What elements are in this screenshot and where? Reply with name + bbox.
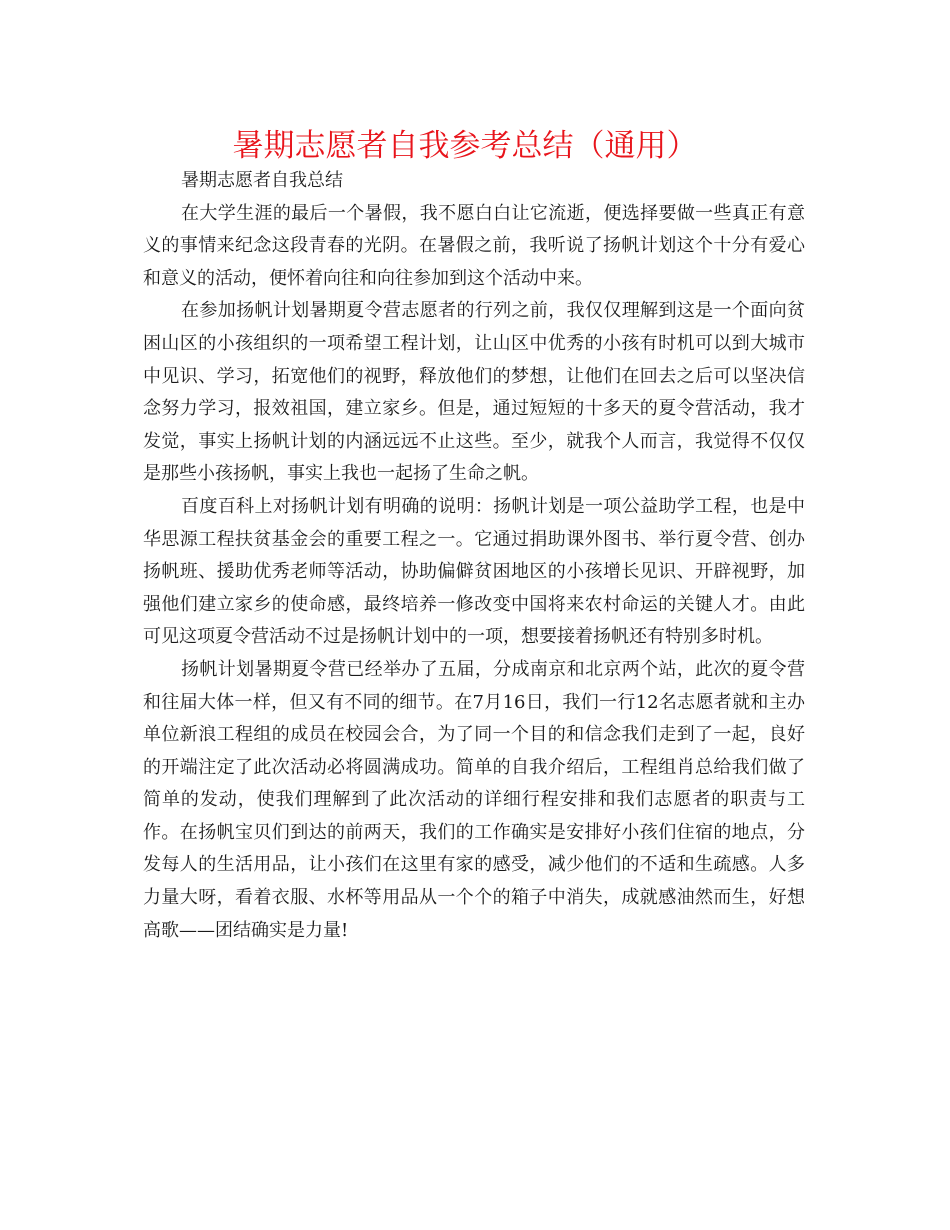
paragraph-3: 百度百科上对扬帆计划有明确的说明：扬帆计划是一项公益助学工程，也是中华思源工程扶贫基金会的重要工程之一。它通过捐助课外图书、举行夏令营、创办扬帆班、援助优秀老师等活动，协助偏僻贫困地区的小孩增长见识、开辟视野，加强他们建立家乡的使命感，最终培养一修改变中国将来农村命运的关键人才。由此可见这项夏令营活动不过是扬帆计划中的一项，想要接着扬帆还有特别多时机。 [143, 495, 805, 648]
paragraph-1: 在大学生涯的最后一个暑假，我不愿白白让它流逝，便选择要做一些真正有意义的事情来纪念这段青春的光阴。在暑假之前，我听说了扬帆计划这个十分有爱心和意义的活动，便怀着向往和向往参加到这个活动中来。 [143, 202, 805, 289]
document-title: 暑期志愿者自我参考总结（通用） [232, 128, 698, 164]
paragraph-4: 扬帆计划暑期夏令营已经举办了五届，分成南京和北京两个站，此次的夏令营和往届大体一样，但又有不同的细节。在7月16日，我们一行12名志愿者就和主办单位新浪工程组的成员在校园会合，为了同一个目的和信念我们走到了一起，良好的开端注定了此次活动必将圆满成功。简单的自我介绍后，工程组肖总给我们做了简单的发动，使我们理解到了此次活动的详细行程安排和我们志愿者的职责与工作。在扬帆宝贝们到达的前两天，我们的工作确实是安排好小孩们住宿的地点，分发每人的生活用品，让小孩们在这里有家的感受，减少他们的不适和生疏感。人多力量大呀，看着衣服、水杯等用品从一个个的箱子中消失，成就感油然而生，好想高歌——团结确实是力量! [143, 658, 805, 941]
paragraph-2: 在参加扬帆计划暑期夏令营志愿者的行列之前，我仅仅理解到这是一个面向贫困山区的小孩组织的一项希望工程计划，让山区中优秀的小孩有时机可以到大城市中见识、学习，拓宽他们的视野，释放他们的梦想，让他们在回去之后可以坚决信念努力学习，报效祖国，建立家乡。但是，通过短短的十多天的夏令营活动，我才发觉，事实上扬帆计划的内涵远远不止这些。至少，就我个人而言，我觉得不仅仅是那些小孩扬帆，事实上我也一起扬了生命之帆。 [143, 300, 805, 485]
document-body [143, 165, 805, 947]
document-subtitle: 暑期志愿者自我总结 [181, 170, 343, 191]
